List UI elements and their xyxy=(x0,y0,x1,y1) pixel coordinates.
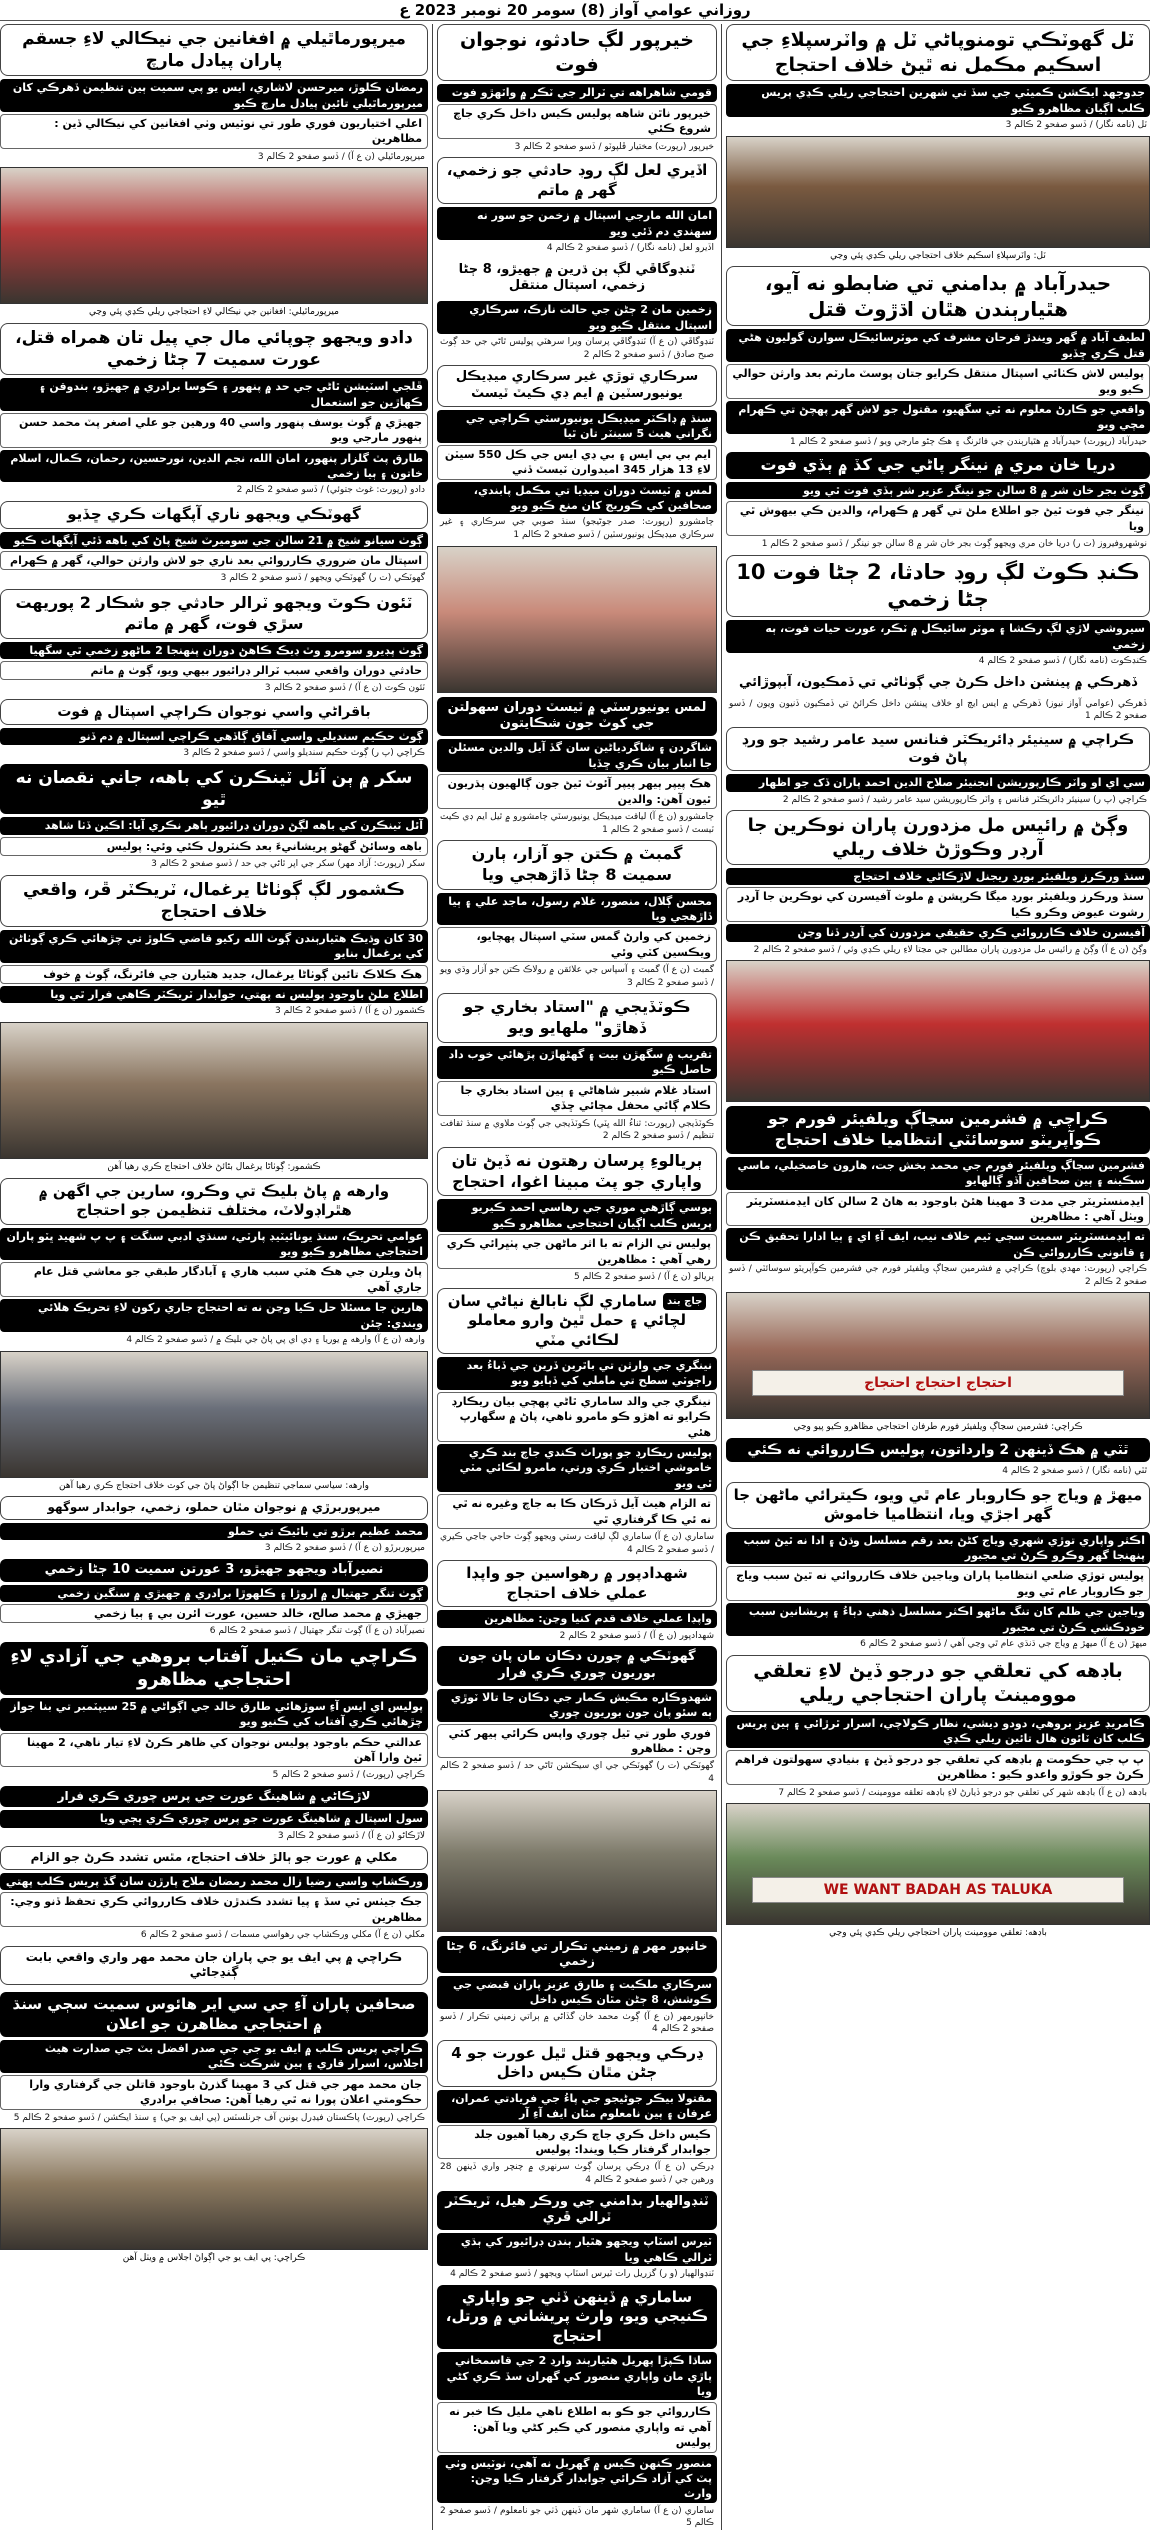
headline-text: وارهه ۾ پاڻ بليڪ تي وڪرو، سارين جي اگهن ۾ هٿراڊولاٽ، مختلف تنظيمن جو احتجاج xyxy=(38,1181,390,1220)
news-photo xyxy=(0,2128,428,2250)
article-headline xyxy=(437,697,717,737)
article-headline xyxy=(437,365,717,407)
headline-text: ميرپوربرڙي ۾ نوجوان مٿان حملو، زخمي، جوابدار سوگهو xyxy=(47,1500,381,1515)
article-subheadline: پوليس توڙي ضلعي انتظاميا پاران وياجين خلاف ڪارروائي نه ٿيڻ سبب وياج جو ڪاروبار عام ٿي ويو xyxy=(726,1566,1150,1601)
article-headline xyxy=(437,1560,717,1607)
article-headline xyxy=(0,875,428,927)
news-article xyxy=(726,1482,1150,1651)
article-subheadline: محسن ڳلال، منصور، غلام رسول، ماجد علي ۽ ٻيا ڏاڙهجي ويا xyxy=(437,893,717,926)
article-subheadline: لطيف آباد ۾ گهر ويندڙ فرحان مشرف کي موٽرسائيڪل سوارن گوليون هڻي قتل ڪري ڇڏيو xyxy=(726,329,1150,362)
photo-with-caption xyxy=(726,1803,1150,1940)
article-subheadline: 30 کان وڌيڪ هٿيارٻندن ڳوٺ الله رکيو قاضي ڪلوڙ تي چڙهائي ڪري ڳوٺاڻن کي يرغمال بنايو xyxy=(0,930,428,963)
news-article xyxy=(0,1992,428,2124)
article-subheadline: ڪارروائي جو ڪو به اطلاع ناهي مليل ڪا خبر نه آهي ته واپاري منصور کي ڪير کڻي ويا آهن: پوليس xyxy=(437,2402,717,2452)
article-subheadline: ڪيس داخل ڪري جاچ ڪري رهيا آهيون جلد جوابدار گرفتار ڪيا ويندا: پوليس xyxy=(437,2125,717,2160)
article-subheadline: رمضان ڪلوڙ، ميرحسن لاشاري، ايس يو پي سميت ٻين تنظيمن ڏهرڪي کان ميرپورماٿيلي تائين پيادل مارچ ڪيو xyxy=(0,79,428,112)
headline-text: ٽنڊوالهيار بدامني جي ورڪر هيل، ٽريڪٽر ٽرالي ڦري xyxy=(445,2193,709,2226)
article-headline xyxy=(0,323,428,375)
headline-text: ڪوٽڏيجي ۾ "استاد بخاري جو ڏهاڙو" ملهايو ويو xyxy=(463,997,691,1038)
article-headline xyxy=(437,1936,717,1973)
article-body: گمبٽ (ن ع آ) گمبٽ ۽ آسپاس جي علائقن ۾ رولاڪ ڪتن جو آزار وڌي ويو / ڏسو صفحو 2 ڪالم 3 xyxy=(440,965,714,988)
article-subheadline: ڳوٺ بجر خان شر ۾ 8 سالن جو نينگر عزير شر ٻڏي فوت ٿي ويو xyxy=(726,482,1150,499)
photo-with-caption xyxy=(0,167,428,319)
article-headline xyxy=(437,840,717,890)
article-subheadline: جڪ جيٺس ٿي سڏ ۽ پيا تشدد ڪندڙن خلاف ڪارروائي ڪري تحفظ ڏنو وڃي: مظاهرين xyxy=(0,1892,428,1927)
headline-text: شهدادپور ۾ رهواسين جو واپڊا عملي خلاف احتجاج xyxy=(466,1564,688,1602)
article-subheadline: استاد غلام شبير شاهاڻي ۽ ٻين استاد بخاري جا ڪلام ڳائي محفل مچائي ڇڏي xyxy=(437,1081,717,1116)
article-body: نصيرآباد (ن ع آ) ڳوٺ تنگر جهتيال / ڏسو صفحو 2 ڪالم 6 xyxy=(209,1626,425,1637)
article-subheadline: ڳوٺ تنگر جهتيال ۾ اروڙا ۽ ڪلهوڙا برادري ۾ جهيڙي ۾ سنگين زخمي xyxy=(0,1585,428,1602)
page-columns xyxy=(0,24,1150,2530)
headline-text: ڪراچي ۾ پي ايف يو جي پاران جان محمد مهر واري واقعي بابت ڳنڍجاڻي xyxy=(25,1949,403,1980)
article-subheadline: تقريب ۾ سگهڙن بيت ۽ گهڻهاڙن پڙهائي خوب داد حاصل ڪيو xyxy=(437,1046,717,1079)
column-right xyxy=(722,24,1150,1940)
news-article xyxy=(726,727,1150,806)
article-headline xyxy=(0,1786,428,1808)
news-article xyxy=(0,1496,428,1555)
article-headline xyxy=(0,1992,428,2037)
headline-text: ٽئون ڪوٽ ويجهو ٽرالر حادثي جو شڪار 2 پوريهت سڙي فوت، گهر ۾ ماتم xyxy=(15,592,413,633)
article-headline xyxy=(726,1438,1150,1462)
article-subheadline: جهيڙي ۾ ڳوٺ يوسف پنهور واسي 40 ورهين جو علي اصغر پٽ محمد حسن پنهور مارجي ويو xyxy=(0,413,428,448)
article-body: ڪراچي (رپورٽ) / ڏسو صفحو 2 ڪالم 5 xyxy=(272,1770,425,1781)
news-article xyxy=(437,24,717,153)
article-subheadline: لمس ۾ ٽيسٽ دوران ميڊيا تي مڪمل پابندي، صحافين کي ڪوريج کان منع ڪيو ويو xyxy=(437,482,717,515)
headline-text: گهوٽڪي ۾ چورن دڪان مان پان جون بوريون چوري ڪري فرار xyxy=(458,1649,696,1682)
article-body: ميرپوربرڙو (ن ع آ) / ڏسو صفحو 2 ڪالم 3 xyxy=(264,1543,425,1554)
article-subheadline: وياجين جي ظلم کان تنگ ماڻهو اڪثر مسلسل ذهني دٻاءُ ۽ پريشانين سبب خودڪشي ڪرڻ تي مجبور xyxy=(726,1603,1150,1636)
headline-text: صحافين پاران آءِ جي سي اير هائوس سميت سڄي سنڌ ۾ احتجاجي مظاهرن جو اعلان xyxy=(12,1995,416,2033)
photo-caption: ميرپورماٿيلي: افغانين جي نيڪالي لاءِ احتجاجي ريلي ڪڍي پئي وڃي xyxy=(89,307,339,318)
headline-text: حيدرآباد ۾ بدامني تي ضابطو نه آيو، هٿيارٻندن هٿان اڌڙوٽ قتل xyxy=(764,271,1112,322)
news-article xyxy=(437,1936,717,2036)
article-headline xyxy=(437,24,717,81)
photo-with-caption xyxy=(726,1292,1150,1434)
article-headline xyxy=(726,266,1150,326)
article-headline xyxy=(437,1147,717,1197)
article-body: وارهه (ن ع آ) وارهه ۾ يوريا ۽ ڊي اي پي پاڻ جي بليڪ ۾ / ڏسو صفحو 2 ڪالم 4 xyxy=(126,1334,425,1345)
news-article xyxy=(0,764,428,871)
article-body: نوشهروفيروز (ت ر) دريا خان مري ويجهو ڳوٺ بجر خان شر ۾ 8 سالن جو نينگر / ڏسو صفحو 2 ڪالم 1 xyxy=(761,539,1147,550)
article-subheadline: آئل ٽينڪرن کي باهه لڳڻ دوران ڊرائيور ٻاهر نڪري آيا: اڪين ڏٺا شاهد xyxy=(0,817,428,834)
article-subheadline: ڪراچي پريس ڪلب ۾ ايف يو جي جي صدر افضل بٽ جي صدارت هيٺ اجلاس، اسرار قاري ۽ ٻين شرڪت ڪئي xyxy=(0,2040,428,2073)
headline-text: ساماري لڳ نابالغ نياڻي سان لچائي ۽ حمل ٿيڻ وارو معاملو لڪائي مٽي xyxy=(447,1291,686,1349)
headline-text: باقراڻي واسي نوجوان ڪراچي اسپتال ۾ فوت xyxy=(57,703,371,720)
article-subheadline: پ پ جي حڪومت ۾ باڊهه کي تعلقي جو درجو ڏيڻ ۽ بنيادي سهولتون فراهم ڪرڻ جو ڪوڙو واعدو ڪيو : مظاهرين xyxy=(726,1750,1150,1785)
headline-text: ٽل گهوٽڪي تومنوپاڻي ٽل ۾ واٽرسپلاءِ جي اسڪيم مڪمل نه ٿيڻ خلاف احتجاج xyxy=(741,29,1135,76)
article-subheadline: ايم بي بي ايس ۽ بي ڊي ايس جي ڪل 550 سيٽن لاءِ 13 هزار 345 اميدوارن ٽيسٽ ڏني xyxy=(437,445,717,480)
photo-with-caption xyxy=(726,960,1150,1102)
news-article xyxy=(726,555,1150,668)
article-subheadline: فشرمين سڃاڳ ويلفيئر فورم جي محمد بخش جت، هارون خاصخيلي، ماسي سڪينه ۽ ٻين صحافين آڏو ڳالهايو xyxy=(726,1157,1150,1190)
headline-text: اڏيري لعل لڳ روڊ حادثي جو زخمي، گهر ۾ ماتم xyxy=(446,161,708,199)
article-subheadline: ٻوسي ڳاڙهي موري جي رهاسي احمد ڪيريو پريس ڪلب اڳيان احتجاجي مظاهرو ڪيو xyxy=(437,1199,717,1232)
article-subheadline: واپڊا عملي خلاف قدم کنيا وڃن: مظاهرين xyxy=(437,1610,717,1627)
article-body: ڪراچي (رپورٽ) پاڪستان فيڊرل يونين آف جرنلسٽس (پي ايف يو جي) ۽ سنڌ ايڪشن / ڏسو صفحو 2 ڪالم 5 xyxy=(13,2112,425,2123)
article-subheadline: حادثي دوران واقعي سبب ٽرالر ڊرائيور بيهي ويو، ڳوٺ ۾ ماتم xyxy=(0,661,428,680)
article-body: اڏيرو لعل (نامه نگار) / ڏسو صفحو 2 ڪالم 4 xyxy=(546,242,714,253)
news-article xyxy=(437,2191,717,2281)
article-headline xyxy=(726,24,1150,81)
article-body: ڏهرڪي (عوامي آواز نيوز) ڏهرڪي ۾ ايس ايچ او خلاف پينشن داخل ڪرائڻ تي ڏمڪيون ڏنيون ويون / ڏسو صفحو 2 ڪالم 1 xyxy=(729,698,1147,722)
news-article xyxy=(0,1559,428,1638)
article-subheadline: ساڌا ڪپڙا پهريل هٿيارٻند وارڊ 2 جي قاسمخاني پاڙي مان واپاري منصور کي گهران سڏ ڪري کڻي ويا xyxy=(437,2352,717,2400)
article-subheadline: سول اسپتال ۾ شاهينگ عورت جو پرس چوري ڪري ڀڄي ويا xyxy=(0,1810,428,1827)
article-subheadline: سنڌ ورڪرز ويلفيئر بورڊ ميگا ڪرپشن ۾ ملوث آفيسرن کي نوڪرين جا آرڊر رشوت عيوض وڪرو ڪيا xyxy=(726,887,1150,922)
headline-text: سرڪاري توڙي غير سرڪاري ميڊيڪل يونيورسٽين ۾ ايم ڊي ڪيٽ ٽيسٽ xyxy=(455,369,699,402)
headline-text: ٿٽي ۾ هڪ ڏينهن 2 وارداتون، پوليس ڪارروائي نه ڪئي xyxy=(747,1441,1129,1458)
news-article xyxy=(437,1646,717,1786)
news-photo xyxy=(726,1803,1150,1925)
news-photo xyxy=(437,1790,717,1932)
article-subheadline: سنڌ ورڪرز ويلفيئر بورڊ ريجنل لاڙڪاڻي خلاف احتجاج xyxy=(726,868,1150,885)
article-subheadline: آفيسرن خلاف ڪارروائي ڪري حقيقي مزدورن کي آرڊر ڏنا وڃن xyxy=(726,924,1150,941)
article-subheadline: محمد عظيم برڙو تي بائيڪ تي حملو xyxy=(0,1523,428,1540)
headline-text: ڪشمور لڳ ڳوٺاڻا يرغمال، ٽريڪٽر ڦر، واقعي خلاف احتجاج xyxy=(23,879,405,922)
article-body: لاڙڪاڻو (ن ع آ) / ڏسو صفحو 2 ڪالم 3 xyxy=(277,1830,425,1841)
article-subheadline: ڪامريڊ عزيز بروهي، دودو ديشي، نظار ڪولاچي، اسرار ٿرڙائي ۽ ٻين پريس ڪلب کان ٽائون هال تائين ريلي ڪڍي xyxy=(726,1715,1150,1748)
article-subheadline: زخمين کي وارڻ گمس سٽي اسپتال پهچايو، ويڪسين کٽي وئي xyxy=(437,927,717,962)
article-headline xyxy=(437,1646,717,1686)
news-photo xyxy=(0,1351,428,1478)
article-body: دادو (رپورٽ: غوث جتوئي) / ڏسو صفحو 2 ڪالم 2 xyxy=(236,485,425,496)
news-photo xyxy=(0,1022,428,1159)
article-subheadline: منصور ڪنهن ڪيس ۾ گهربل نه آهي، نوٽيس وٺي پٽ کي آزاد ڪرائي جوابدار گرفتار ڪيا وڃن: وارث xyxy=(437,2455,717,2503)
news-article xyxy=(437,1288,717,1557)
article-subheadline: جهيڙي ۾ محمد صالح، خالد حسين، عورت ائرن بي ۽ ٻيا زخمي xyxy=(0,1604,428,1623)
article-subheadline: فوري طور تي ٿيل چوري واپس ڪرائي ٻيهر کٽي وڃن : مظاهرو xyxy=(437,1724,717,1759)
news-article xyxy=(437,697,717,837)
article-body: ٽنڊوگاڦي (ن ع آ) ٽنڊوگاڦي پرسان ويرا سرهٽي پوليس ٿاڻي جي حد ڳوٺ صبح صادق / ڏسو صفحو 2 ڪالم 2 xyxy=(440,337,714,360)
headline-text: گهوٽڪي ويجهو ناري آپگهات ڪري ڇڏيو xyxy=(67,505,361,524)
headline-text: نصيرآباد ويجهو جهيڙو، 3 عورتن سميت 10 ڄڻا زخمي xyxy=(44,1561,384,1577)
article-headline xyxy=(0,699,428,725)
news-article xyxy=(437,365,717,541)
article-headline xyxy=(726,810,1150,865)
news-article xyxy=(437,2285,717,2530)
article-headline xyxy=(726,1482,1150,1529)
news-article xyxy=(0,1178,428,1347)
article-headline xyxy=(437,2285,717,2350)
news-article xyxy=(0,1946,428,1988)
masthead-rule xyxy=(0,20,1150,21)
article-subheadline: ڳوٺ حڪيم سنديلي واسي آفاق ڳاڏهي ڪراچي اسپتال ۾ دم ڏنو xyxy=(0,728,428,745)
photo-caption: ڪراچي: فشرمين سڃاڳ ويلفيئر فورم طرفان احتجاجي مظاهرو ڪيو پيو وڃي xyxy=(793,1422,1083,1433)
headline-text: لاڙڪاڻي ۾ شاهينگ عورت جي پرس چوري ڪري فرار xyxy=(57,1788,371,1803)
news-photo xyxy=(0,167,428,304)
article-subheadline: امان الله مارجي اسپتال ۾ زخمن جو سور نه سهندي دم ڏئي ويو xyxy=(437,207,717,240)
article-subheadline: جدوجهد ايڪشن ڪميٽي جي سڏ تي شهرين احتجاجي ريلي ڪڍي پريس ڪلب اڳيان مظاهرو ڪيو xyxy=(726,84,1150,117)
headline-text: ميرپورماٿيلي ۾ افغانين جي نيڪالي لاءِ جسقم پاران پيادل مارچ xyxy=(22,29,406,72)
article-headline xyxy=(0,1846,428,1870)
article-body: گهوٽڪي (ت ر) گهوٽڪي جي اي سيڪشن ٿاڻي حد / ڏسو صفحو 2 ڪالم 4 xyxy=(440,1761,714,1785)
protest-banner: WE WANT BADAH AS TALUKA xyxy=(752,1877,1123,1903)
news-article xyxy=(726,810,1150,956)
article-headline xyxy=(437,2191,717,2231)
news-article xyxy=(0,1642,428,1782)
headline-text: ڪراچي ۾ فشرمين سڃاڳ ويلفيئر فورم جو ڪوآپريٽو سوسائٽي انتظاميا خلاف احتجاج xyxy=(767,1109,1109,1149)
news-article xyxy=(726,452,1150,551)
photo-with-caption xyxy=(0,2128,428,2265)
news-article xyxy=(726,672,1150,723)
column-left xyxy=(0,24,432,2265)
article-subheadline: پاڻ ويلرن جي هڪ هٽي سبب هاري ۽ آبادگار طبقي جو معاشي قتل عام جاري آهي xyxy=(0,1262,428,1297)
news-article xyxy=(726,266,1150,448)
headline-text: دريا خان مري ۾ نينگر پاڻي جي کڏ ۾ ٻڏي فوت xyxy=(760,455,1116,475)
article-body: ٽل (نامه نگار) / ڏسو صفحو 2 ڪالم 3 xyxy=(1005,120,1147,131)
headline-text: ٽنڊوگاڦي لڳ ٻن ڌرين ۾ جهيڙو، 8 ڄڻا زخمي، اسپتال منتقل xyxy=(458,261,696,294)
newspaper-masthead: روزاني عوامي آواز (8) سومر 20 نومبر 2023 ع xyxy=(399,1,751,19)
article-subheadline: پوليس تي الزام ته با اثر ماڻهن جي پٺڀرائي ڪري رهي آهي : مظاهرين xyxy=(437,1234,717,1269)
article-headline xyxy=(726,727,1150,771)
article-subheadline: پوليس اي ايس آءِ سوڙهائي طارق خالد جي اڳواڻي ۾ 25 سيپٽمبر تي بنا جواز چڙهائي ڪري آفتاب کي ڪنيو ويو xyxy=(0,1698,428,1731)
news-article xyxy=(437,1147,717,1284)
article-subheadline: باهه وسائڻ گهڻو پريشانيءَ بعد ڪنٽرول ڪئي وئي: پوليس xyxy=(0,837,428,856)
article-subheadline: زخمين مان 2 ڄڻن جي حالت نازڪ، سرڪاري اسپتال منتقل ڪيو ويو xyxy=(437,301,717,334)
article-headline xyxy=(0,1559,428,1582)
headline-text: مکلي ۾ عورت جو ٻالڙ خلاف احتجاج، مٿس تشدد ڪرڻ جو الزام xyxy=(30,1850,398,1865)
article-subheadline: سرڪاري ملڪيت ۽ طارق عزيز پاران قبضي جي ڪوشش، 8 ڄڻن مٿان ڪيس داخل xyxy=(437,1976,717,2009)
article-body: ڪشمور (ن ع آ) / ڏسو صفحو 2 ڪالم 3 xyxy=(275,1006,425,1017)
article-subheadline: قومي شاهراهه تي ٽرالر جي ٽڪر ۾ واٽهڙو فوت xyxy=(437,84,717,101)
news-article xyxy=(0,1786,428,1843)
headline-text: ڪراچي مان ڪنيل آفتاب بروهي جي آزادي لاءِ احتجاجي مظاهرو xyxy=(10,1645,418,1691)
column-middle xyxy=(432,24,722,2530)
article-headline xyxy=(726,1106,1150,1154)
article-body: مکلي (ن ع آ) مکلي ورڪشاپ جي رهواسي مسمات / ڏسو صفحو 2 ڪالم 6 xyxy=(140,1930,425,1941)
news-article xyxy=(437,259,717,362)
news-article xyxy=(437,993,717,1142)
article-subheadline: ٽيرس اسٽاپ ويجهو هٿيار ٻندن ڊرائيور کي ٻڌي ٽرالي ڪاهي ويا xyxy=(437,2233,717,2266)
article-body: ٽئون ڪوٽ (ن ع آ) / ڏسو صفحو 2 ڪالم 3 xyxy=(264,683,425,694)
protest-banner: احتجاج احتجاج احتجاج xyxy=(752,1370,1123,1396)
article-subheadline: ڳوٺ پڊيرو سومرو وٽ ڊيڪ ڪاهڻ دوران پنهنجا 2 ماڻهو زخمي ٿي سگهيا xyxy=(0,642,428,659)
article-body: ميرپورماٿيلي (ن ع آ) / ڏسو صفحو 2 ڪالم 3 xyxy=(257,151,425,162)
headline-text: ٻريالوءِ پرسان رهتون نه ڏيڻ تان واپاري جو پٽ مبينا اغوا، احتجاج xyxy=(451,1150,703,1191)
article-body: ڍرڪي (ن ع آ) ڍرڪي پرسان ڳوٺ سرنهري ۾ چنچر واري ڏينهن 28 ورهين جي / ڏسو صفحو 2 ڪالم 4 xyxy=(440,2162,714,2185)
headline-text: وڳڻ ۾ رائيس مل مزدورن پاران نوڪرين جا آرڊر وڪوڙڻ خلاف ريلي xyxy=(747,815,1129,860)
article-body: ٿٽي (نامه نگار) / ڏسو صفحو 2 ڪالم 4 xyxy=(1002,1466,1147,1477)
article-subheadline: عوامي تحريڪ، سنڌ يونائيٽيڊ پارٽي، سنڌي ادبي سنگت ۽ پ پ شهيد ڀٽو پاران احتجاجي مظاهرو ڪيو ويو xyxy=(0,1228,428,1261)
news-article xyxy=(0,24,428,163)
article-subheadline: ڳوٺ سيانو شيخ ۾ 21 سالن جي سوميرٽ شيخ پاڻ کي باهه ڏئي آپگهات ڪيو xyxy=(0,532,428,549)
article-body: ڪنڊڪوٽ (نامه نگار) / ڏسو صفحو 2 ڪالم 4 xyxy=(978,656,1147,667)
article-subheadline: پوليس لاش ڪٺائي اسپتال منتقل ڪرايو جتان پوسٽ مارٽم بعد وارثن حوالي ڪيو ويو xyxy=(726,364,1150,399)
article-headline xyxy=(0,1642,428,1695)
news-photo xyxy=(726,960,1150,1102)
article-subheadline: اسپتال مان ضروري ڪارروائي بعد ناري جو لاش وارثن حوالي، گهر ۾ ڪهرام xyxy=(0,551,428,570)
news-article xyxy=(437,1560,717,1642)
news-article xyxy=(437,840,717,989)
article-body: گهوٽڪي (ت ر) گهوٽڪي ويجهو / ڏسو صفحو 2 ڪالم 3 xyxy=(220,573,425,584)
article-headline xyxy=(0,589,428,639)
news-article xyxy=(726,24,1150,132)
article-subheadline: جان محمد مهر جي قتل کي 3 مهينا گذرڻ باوجود قاتلن جي گرفتاري وارا حڪومتي اعلان پورا نه ٿي رهيا آهن: صحافي برادري xyxy=(0,2075,428,2110)
headline-text: ڍرڪي ويجهو قتل ٿيل عورت جو 4 ڄڻن مٿان ڪيس داخل xyxy=(451,2043,703,2082)
article-subheadline: پوليس ريڪارڊ جو پوراٽ ڪندي جاچ بند ڪري خاموشي اختيار ڪري ورتي، مامرو لڪائي مٽي ٿي ويو xyxy=(437,1444,717,1492)
article-headline xyxy=(437,259,717,299)
headline-text: خيرپور لڳ حادثو، نوجوان فوت xyxy=(460,29,694,76)
article-headline xyxy=(726,555,1150,618)
article-headline xyxy=(0,1946,428,1985)
headline-text: ڪنڊ ڪوٽ لڳ روڊ حادثا، 2 ڄڻا فوت 10 ڄڻا زخمي xyxy=(736,559,1140,612)
article-headline xyxy=(726,672,1150,695)
article-body: خيرپور (رپورٽ) مختيار ڦلپوٽو / ڏسو صفحو 2 ڪالم 3 xyxy=(514,141,714,152)
article-body: ٻريالو (ن ع آ) / ڏسو صفحو 2 ڪالم 5 xyxy=(573,1271,714,1282)
article-subheadline: عدالتي حڪم باوجود پوليس نوجوان کي ظاهر ڪرڻ لاءِ تيار ناهي، 2 مهينا ٿيڻ وارا آهن xyxy=(0,1733,428,1768)
article-body: سکر (رپورٽ: آزاد مهر) سکر جي اپر ٿاڻي جي حد / ڏسو صفحو 2 ڪالم 3 xyxy=(151,859,425,870)
article-body: شهدادپور (ن ع آ) / ڏسو صفحو 2 ڪالم 2 xyxy=(559,1630,714,1641)
article-subheadline: واقعي جو ڪارڻ معلوم نه ٿي سگهيو، مقتول جو لاش گهر پهچڻ تي ڪهرام مچي ويو xyxy=(726,401,1150,434)
article-body: ڪراچي (پ ر) سينيئر ڊائريڪٽر فنانس ۽ واٽر ڪارپوريشن سيد عامر رشيد / ڏسو صفحو 2 ڪالم 2 xyxy=(782,794,1147,805)
article-body: ڄامشورو (رپورٽ: صدر جوڻيجو) سنڌ صوبي جي سرڪاري ۽ غير سرڪاري ميڊيڪل يونيورسٽين / ڏسو صفحو 2 ڪالم 1 xyxy=(440,517,714,540)
photo-with-caption xyxy=(437,546,717,693)
article-subheadline: اعلي اختياريون فوري طور تي نوٽيس وٺي افغانين کي نيڪالي ڏين : مظاهرين xyxy=(0,114,428,149)
article-subheadline: نينگري جي وارثن تي باٿرين ڏرين جي ڏباءُ بعد راڄوٽي سطح تي ماملي کي ڏٻايو ويو xyxy=(437,1357,717,1390)
article-subheadline: شهدوڪاره مڪيش ڪمار جي دڪان جا تالا ٽوڙي ٻه سئو پان جون بوريون چوري xyxy=(437,1689,717,1722)
article-subheadline: مقتولا بيڪر جوڻيجو جي پاءُ جي فريادتي عمران، عرفان ۽ ٻين نامعلوم مٿان ايف آءِ آر xyxy=(437,2090,717,2123)
article-subheadline: نينگري جي والد ساماري ٿاڻي پهچي بيان ريڪارڊ ڪرايو ته اهڙو ڪو مامرو ناهي، پاڻ ۾ سگهارپ هئي xyxy=(437,1392,717,1442)
headline-text: خانپور مهر ۾ زميني تڪرار تي فائرنگ، 6 ڄڻا زخمي xyxy=(446,1938,708,1969)
article-headline xyxy=(0,1178,428,1225)
article-headline xyxy=(0,24,428,76)
news-photo xyxy=(437,546,717,693)
article-headline xyxy=(0,764,428,814)
news-article xyxy=(437,2040,717,2187)
news-article xyxy=(0,501,428,585)
article-body: خانپورمهر (ن ع آ) ڳوٺ محمد خان گڏاڻي ۾ ٻراتي زميني تڪرار / ڏسو صفحو 2 ڪالم 4 xyxy=(440,2011,714,2035)
photo-caption: ٽل: واٽرسپلاءِ اسڪيم خلاف احتجاجي ريلي ڪڍي پئي وڃي xyxy=(830,250,1046,261)
photo-with-caption xyxy=(0,1351,428,1493)
article-subheadline: هارين جا مسئلا حل ڪيا وڃن نه ته احتجاج جاري رکون لاءِ تحريڪ هلائي ويندي: چئن xyxy=(0,1299,428,1332)
article-badge: جاچ بند xyxy=(663,1293,706,1310)
news-article xyxy=(0,323,428,497)
article-headline xyxy=(726,452,1150,479)
article-body: ڪوٽڏيجي (رپورٽ: ثناءُ الله ڀٽي) ڪوٽڏيجي جي ڳوٺ ملاوي ۾ سنڌ ثقافت تنظيم / ڏسو صفحو 2 ڪالم 2 xyxy=(440,1118,714,1142)
article-subheadline: نينگر جي فوت ٿيڻ جو اطلاع ملڻ تي گهر ۾ ڪهرام، والدين ڪي بيهوش ٿي ويا xyxy=(726,501,1150,536)
article-headline xyxy=(726,1655,1150,1712)
article-subheadline: ته ايڊمنسٽريٽر سميت سڄي ٽيم خلاف نيب، ايف آءِ اي ۽ ٻيا ادارا تحقيق ڪن ۽ قانوني ڪارروائي ڪن xyxy=(726,1228,1150,1261)
article-subheadline: اطلاع ملڻ باوجود پوليس نه پهتي، جوابدار ٽريڪٽر ڪاهي فرار ٿي ويا xyxy=(0,986,428,1003)
article-headline xyxy=(437,1288,717,1355)
photo-with-caption xyxy=(726,136,1150,263)
news-article xyxy=(726,1655,1150,1800)
photo-caption: ڪشمور: ڳوٺاڻا يرغمال بڻائڻ خلاف احتجاج ڪري رهيا آهن xyxy=(107,1161,321,1172)
article-body: باڊهه (ن ع آ) باڊهه شهر کي تعلقي جو درجو ڏيارڻ لاءِ باڊهه تعلقه موومينٽ / ڏسو صفحو 2 ڪالم 7 xyxy=(778,1787,1147,1798)
article-body: ٽنڊوالهيار (و ر) گزريل رات ٽيرس اسٽاپ ويجهو / ڏسو صفحو 2 ڪالم 4 xyxy=(450,2269,714,2280)
article-body: حيدرآباد (رپورٽ) حيدرآباد ۾ هٿيارٻندن جي فائرنگ ۽ هڪ ڄڻو مارجي ويو / ڏسو صفحو 2 ڪالم 1 xyxy=(790,436,1147,447)
headline-text: ڏهرڪي ۾ پينشن داخل ڪرڻ جي ڳوٺاڻي تي ڏمڪيون، آبپوڙائي xyxy=(738,674,1138,690)
article-headline xyxy=(437,157,717,204)
article-subheadline: خيرپور ناٿن شاهه پوليس ڪيس داخل ڪري جاچ شروع ڪئي xyxy=(437,104,717,139)
article-headline xyxy=(0,1496,428,1520)
article-subheadline: هڪ ڪلاڪ تائين ڳوٺاڻا يرغمال، جديد هٿيارن جي فائرنگ، ڳوٺ ۾ خوف xyxy=(0,965,428,984)
news-article xyxy=(726,1106,1150,1288)
news-photo xyxy=(726,1292,1150,1419)
article-body: وڳڻ (ن ع آ) وڳڻ ۾ رائيس مل مزدورن پاران مطالبن جي مڃتا لاءِ ريلي ڪڍي وئي / ڏسو صفحو 2 ڪالم 2 xyxy=(753,944,1147,955)
article-subheadline: سنڌ ۾ ڊاڪٽر ميڊيڪل يونيورسٽي ڪراچي جي نگراني هيٺ 5 سينٽر تان ٿيا xyxy=(437,410,717,443)
news-photo xyxy=(726,136,1150,248)
article-subheadline: ته الزام هيٺ آيل ڏرڪان ڪا به جاچ وغيره نه ٿي نه ئي ڪا گرفتاري ٿي xyxy=(437,1494,717,1529)
news-article xyxy=(0,875,428,1018)
article-body: ميهڙ (ن ع آ) ميهڙ ۾ وياج جي ڌنڌي عام ٿي وڃي آهي / ڏسو صفحو 2 ڪالم 6 xyxy=(860,1639,1147,1650)
headline-text: لمس يونيورسٽي ۾ ٽيسٽ دوران سهولتن جي کوٽ جون شڪايتون xyxy=(447,699,707,732)
headline-text: سکر ۾ ٻن آئل ٽينڪرن کي باهه، جاني نقصان نه ٿيو xyxy=(15,768,413,811)
photo-with-caption xyxy=(0,1022,428,1174)
headline-text: باڊهه کي تعلقي جو درجو ڏيڻ لاءِ تعلقي موومينٽ پاران احتجاجي ريلي xyxy=(753,1659,1123,1707)
headline-text: گمبٽ ۾ ڪتن جو آزار، ٻارن سميت 8 ڄڻا ڏاڙهجي ويا xyxy=(471,844,683,884)
headline-text: دادو ويجهو چوپائي مال جي پيل تان همراه قتل، عورت سميت 7 ڄڻا زخمي xyxy=(15,327,413,371)
article-body: ڪراچي (رپورٽ: مهدي بلوچ) ڪراچي ۾ فشرمين سڃاڳ ويلفيئر فورم جي فشرمين ڪوآپريٽو سوسائٽي / ڏسو صفحو 2 ڪالم 2 xyxy=(729,1264,1147,1287)
photo-caption: وارهه: سياسي سماجي تنظيمن جا اڳواڻ پاڻ جي کوٽ خلاف احتجاج ڪري رهيا آهن xyxy=(58,1480,369,1491)
article-subheadline: شاگردن ۽ شاگردياڻين سان گڏ آيل والدين مسئلن جا انبار بيان ڪري ڇڏيا xyxy=(437,739,717,772)
news-article xyxy=(0,1846,428,1941)
headline-text: ميهڙ ۾ وياج جو ڪاروبار عام ٿي ويو، ڪيترائي ماڻهن جا گهر اجڙي ويا، انتظاميا خاموش xyxy=(733,1485,1143,1524)
article-headline xyxy=(437,993,717,1043)
news-article xyxy=(0,589,428,695)
article-subheadline: طارق پٽ گلزار پنهور، امان الله، نجم الدين، نورحسين، رحمان، ڪمال، اسلام خاتون ۽ ٻيا زخمي xyxy=(0,450,428,483)
article-subheadline: ورڪشاپ واسي رضيا زال محمد رمضان ملاح پارڙن سان گڏ پريس ڪلب پهتي xyxy=(0,1873,428,1890)
article-body: ساماري (ن ع آ) ساماري شهر مان ڏينهن ڏٺي جو نامعلوم / ڏسو صفحو 2 ڪالم 5 xyxy=(440,2505,714,2529)
photo-caption: باڊهه: تعلقي موومينٽ پاران احتجاجي ريلي ڪڍي پئي وڃي xyxy=(829,1928,1047,1939)
news-article xyxy=(437,157,717,254)
article-body: ڄامشورو (ن ع آ) لياقت ميڊيڪل يونيورسٽي ڄامشورو ۾ ٿيل ايم ڊي ڪيٽ ٽيسٽ / ڏسو صفحو 2 ڪالم 1 xyxy=(440,811,714,835)
article-subheadline: سي اي او واٽر ڪارپوريشن انجنيئر صلاح الدين احمد پاران ڏک جو اظهار xyxy=(726,774,1150,791)
article-headline xyxy=(0,501,428,529)
headline-text: ساماري ۾ ڏينهن ڏٺي جو واپاري ڪنيجي ويو، وارث پريشاني ۾ ورتل، احتجاج xyxy=(445,2287,709,2345)
headline-text: ڪراچي ۾ سينيئر ڊائريڪٽر فنانس سيد عامر رشيد جو ورڊ پاڻ فوت xyxy=(741,731,1135,767)
article-headline xyxy=(437,2040,717,2087)
article-subheadline: اڪثر واپاري توڙي شهري وياج کڻڻ بعد رقم مسلسل وڌڻ ۽ ادا نه ٿيڻ سبب پنهنجا گهر وڪرو ڪرڻ تي مجبور xyxy=(726,1532,1150,1565)
article-subheadline: ڦلجي اسٽيشن ٿاڻي جي حد ۾ پنهور ۽ ڪوسا برادري ۾ جهيڙو، بندوقن ۽ ڪهاڙين جو استعمال xyxy=(0,378,428,411)
article-subheadline: سيروشي لاڙي لڳ رڪشا ۽ موٽر سائيڪل ۾ ٽڪر، عورت حيات فوت، ٻه زخمي xyxy=(726,620,1150,653)
article-body: ڪراچي (پ ر) ڳوٺ حڪيم سنديلو واسي / ڏسو صفحو 2 ڪالم 3 xyxy=(183,748,425,759)
article-subheadline: ايڊمنسٽريٽر جي مدت 3 مهينا هئڻ باوجود به هاڻ 2 سالن کان ايڊمنسٽريٽر ويٺل آهي : مظاهرين xyxy=(726,1192,1150,1227)
photo-with-caption xyxy=(437,1790,717,1932)
article-subheadline: هڪ پيپر ٻيهر پيپر آئوٽ ٿيڻ جون ڳالهيون پڌريون ٿيون آهن: والدين xyxy=(437,774,717,809)
article-body: ساماري (ن ع آ) ساماري لڳ لياقت رستي ويجهو ڳوٺ حاجي جاڃي ڪيري / ڏسو صفحو 2 ڪالم 4 xyxy=(440,1531,714,1555)
photo-caption: ڪراچي: پي ايف يو جي اڳواڻ اجلاس ۾ ويٺل آهن xyxy=(122,2253,306,2264)
news-article xyxy=(0,699,428,760)
news-article xyxy=(726,1438,1150,1478)
